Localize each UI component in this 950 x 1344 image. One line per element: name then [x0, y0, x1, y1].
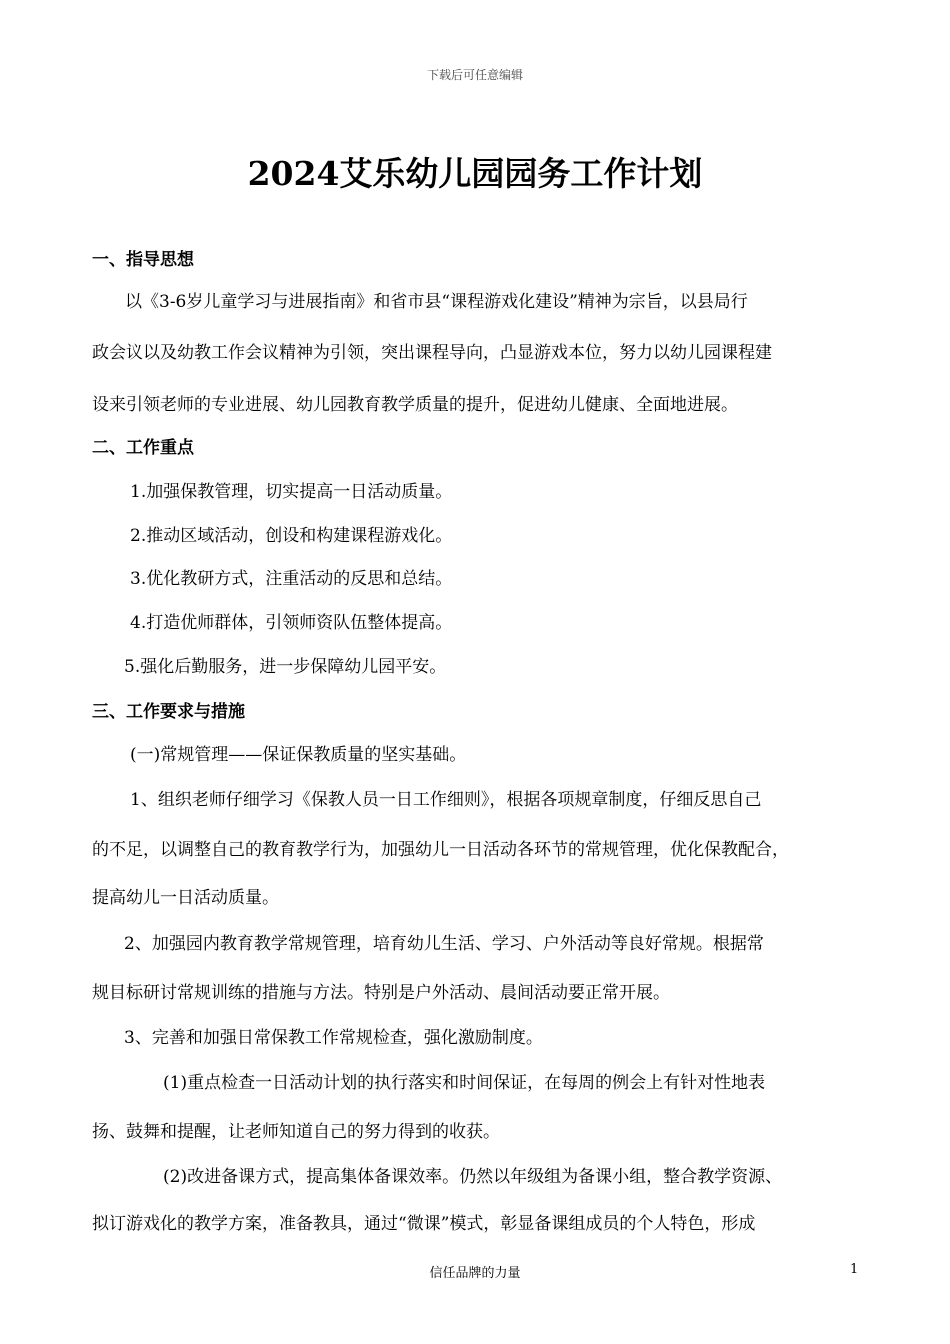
section-heading-requirements: 三、工作要求与措施 [92, 702, 245, 722]
paragraph-line: (2)改进备课方式，提高集体备课效率。仍然以年级组为备课小组，整合教学资源、 [163, 1167, 783, 1187]
section-heading-guiding-ideology: 一、指导思想 [92, 250, 194, 270]
page-number: 1 [850, 1262, 859, 1277]
paragraph-line: 规目标研讨常规训练的措施与方法。特别是户外活动、晨间活动要正常开展。 [92, 983, 670, 1003]
paragraph-line: 提高幼儿一日活动质量。 [92, 888, 279, 908]
paragraph-line: 的不足，以调整自己的教育教学行为，加强幼儿一日活动各环节的常规管理，优化保教配合， [92, 840, 789, 860]
list-item: 5.强化后勤服务，进一步保障幼儿园平安。 [124, 657, 447, 677]
section-heading-work-focus: 二、工作重点 [92, 438, 194, 458]
list-item: 3.优化教研方式，注重活动的反思和总结。 [130, 569, 453, 589]
subsection-heading: (一)常规管理——保证保教质量的坚实基础。 [130, 745, 467, 765]
paragraph-line: 2、加强园内教育教学常规管理，培育幼儿生活、学习、户外活动等良好常规。根据常 [124, 934, 764, 954]
list-item: 1.加强保教管理，切实提高一日活动质量。 [130, 482, 453, 502]
page-footer: 信任品牌的力量 [429, 1266, 521, 1281]
paragraph-line: 拟订游戏化的教学方案，准备教具，通过“微课”模式，彰显备课组成员的个人特色，形成 [92, 1214, 756, 1234]
document-title: 2024艾乐幼儿园园务工作计划 [247, 154, 703, 193]
paragraph-line: 1、组织老师仔细学习《保教人员一日工作细则》，根据各项规章制度，仔细反思自己 [130, 790, 762, 810]
page-header: 下载后可任意编辑 [426, 68, 523, 82]
paragraph-line: 设来引领老师的专业进展、幼儿园教育教学质量的提升，促进幼儿健康、全面地进展。 [92, 395, 738, 415]
paragraph-line: 以《3-6岁儿童学习与进展指南》和省市县“课程游戏化建设”精神为宗旨，以县局行 [125, 292, 748, 312]
list-item: 4.打造优师群体，引领师资队伍整体提高。 [130, 613, 453, 633]
paragraph-line: 政会议以及幼教工作会议精神为引领，突出课程导向，凸显游戏本位，努力以幼儿园课程建 [92, 343, 772, 363]
paragraph-line: 3、完善和加强日常保教工作常规检查，强化激励制度。 [124, 1028, 543, 1048]
paragraph-line: (1)重点检查一日活动计划的执行落实和时间保证，在每周的例会上有针对性地表 [163, 1073, 766, 1093]
list-item: 2.推动区域活动，创设和构建课程游戏化。 [130, 526, 453, 546]
paragraph-line: 扬、鼓舞和提醒，让老师知道自己的努力得到的收获。 [92, 1122, 500, 1142]
